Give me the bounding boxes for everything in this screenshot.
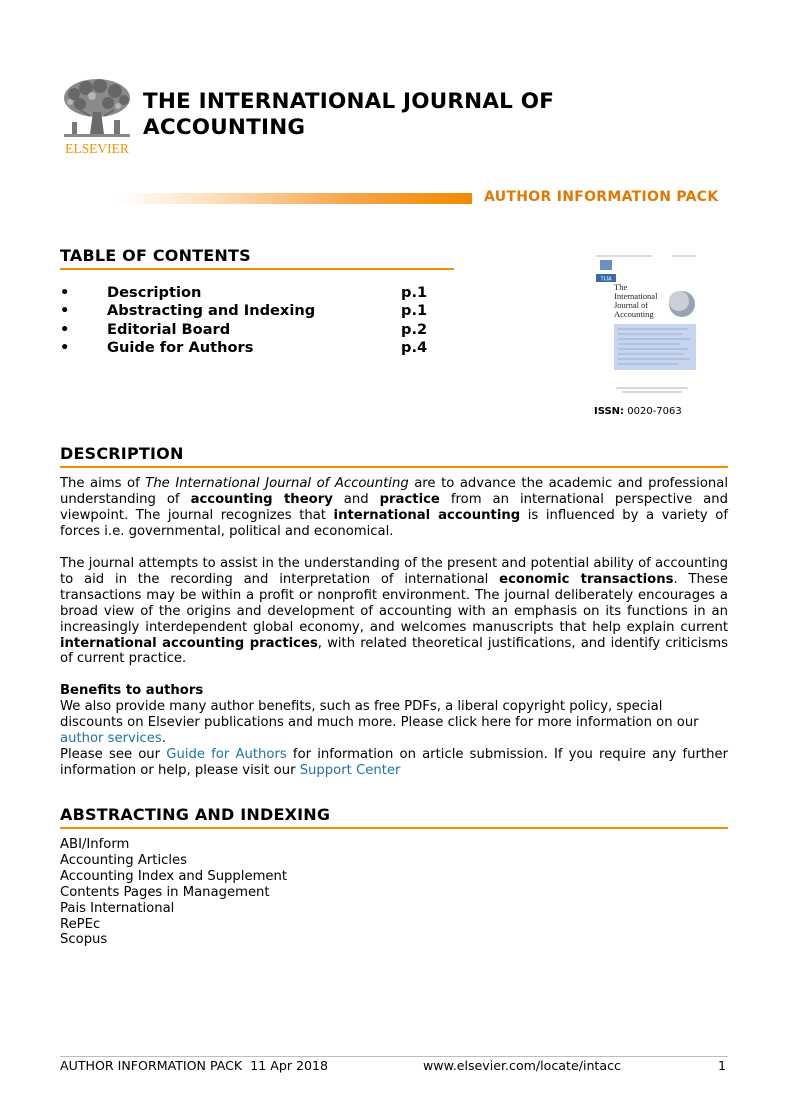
list-item: Contents Pages in Management [60,884,270,900]
bold-term: accounting theory [190,491,333,507]
list-item: ABI/Inform [60,837,130,852]
guide-paragraph [60,747,728,779]
toc-item-page: p.4 [401,338,428,356]
benefits-heading: Benefits to authors [60,683,204,698]
abstracting-heading: ABSTRACTING AND INDEXING [60,805,331,824]
toc-heading: TABLE OF CONTENTS [60,246,251,265]
toc-item-page: p.1 [401,284,428,301]
bullet: • [60,320,70,338]
text: . [161,730,166,746]
benefits-paragraph [60,699,728,747]
bullet: • [60,284,70,301]
list-item: RePEc [60,916,101,932]
abstracting-list [60,837,287,948]
elsevier-tree-icon [60,76,134,156]
elsevier-logo [60,76,134,156]
footer-url[interactable]: www.elsevier.com/locate/intacc [423,1058,621,1073]
abstracting-divider [60,827,728,829]
toc-item-abstracting[interactable] [60,302,440,320]
journal-title: THE INTERNATIONAL JOURNAL OF ACCOUNTING [143,89,555,140]
text: is influenced by a variety of forces i.e. governmental, political and economical. [60,507,728,539]
text: are to advance the academic and professional understanding of [60,476,728,507]
toc-item-editorial-board[interactable] [60,321,440,339]
toc-item-guide-for-authors[interactable] [60,339,440,357]
bullet: • [60,302,70,320]
svg-text:ELSEVIER: ELSEVIER [65,141,129,156]
toc-item-page: p.1 [401,302,428,320]
footer-pack-date: AUTHOR INFORMATION PACK 11 Apr 2018 [60,1058,329,1073]
bold-term: international accounting [333,507,521,523]
description-heading: DESCRIPTION [60,444,184,463]
text: We also provide many author benefits, such as free PDFs, a liberal copyright policy, special discounts on Elsevier publications and much more. Please click here for more information on our [60,699,699,730]
description-divider [60,466,728,468]
author-information-pack-label: AUTHOR INFORMATION PACK [484,189,719,205]
toc-item-label[interactable]: Guide for Authors [107,338,254,356]
toc-list [60,284,440,357]
text: Please see our [60,747,167,762]
toc-item-description[interactable] [60,284,440,302]
toc-item-page: p.2 [401,320,428,338]
text: . These transactions may be within a profit or nonprofit environment. The journal deliberately encourages a broad view of the origins and development of accounting with an emphasis on its functions in an increasingly interdependent global economy, and welcomes manuscripts that help explain current [60,571,728,635]
bullet: • [60,338,70,356]
svg-text:TIJA: TIJA [600,276,612,283]
list-item: Accounting Index and Supplement [60,868,288,884]
svg-text:The: The [614,282,628,292]
toc-item-label[interactable]: Abstracting and Indexing [107,302,316,320]
svg-text:Journal of: Journal of [614,300,649,310]
toc-divider [60,268,454,270]
footer-page-number: 1 [718,1058,727,1073]
bold-term: economic transactions [499,571,674,587]
list-item: Accounting Articles [60,852,188,868]
bold-term: practice [379,491,440,507]
text: The journal attempts to assist in the understanding of the present and potential ability of accounting to aid in the recording and interpretation of international [60,556,728,587]
toc-item-label[interactable]: Editorial Board [107,320,231,338]
issn [594,406,682,417]
list-item: Pais International [60,900,175,916]
svg-text:International: International [614,291,658,301]
issn-value: 0020-7063 [627,406,682,417]
header-gradient-bar [118,193,472,204]
description-paragraph-2 [60,556,728,667]
list-item: Scopus [60,932,108,948]
support-center-link[interactable]: Support Center [299,762,401,778]
text: and [332,491,380,507]
text: , with related theoretical justifications, and identify criticisms of current practice. [60,635,728,667]
text: The aims of [60,476,146,491]
journal-cover-image [592,250,700,396]
author-services-link[interactable]: author services [60,730,162,746]
journal-name-italic: The International Journal of Accounting [145,476,409,491]
text: from an international perspective and viewpoint. The journal recognizes that [60,491,728,523]
toc-item-label[interactable]: Description [107,284,202,301]
text: for information on article submission. If you require any further information or help, please visit our [60,747,729,778]
cover-logo-icon [600,260,612,270]
footer-divider [60,1056,728,1057]
bold-term: international accounting practices [60,635,318,651]
guide-for-authors-link[interactable]: Guide for Authors [166,747,287,762]
description-paragraph-1 [60,476,728,540]
svg-text:Accounting: Accounting [614,309,654,319]
issn-label: ISSN: [594,406,625,417]
